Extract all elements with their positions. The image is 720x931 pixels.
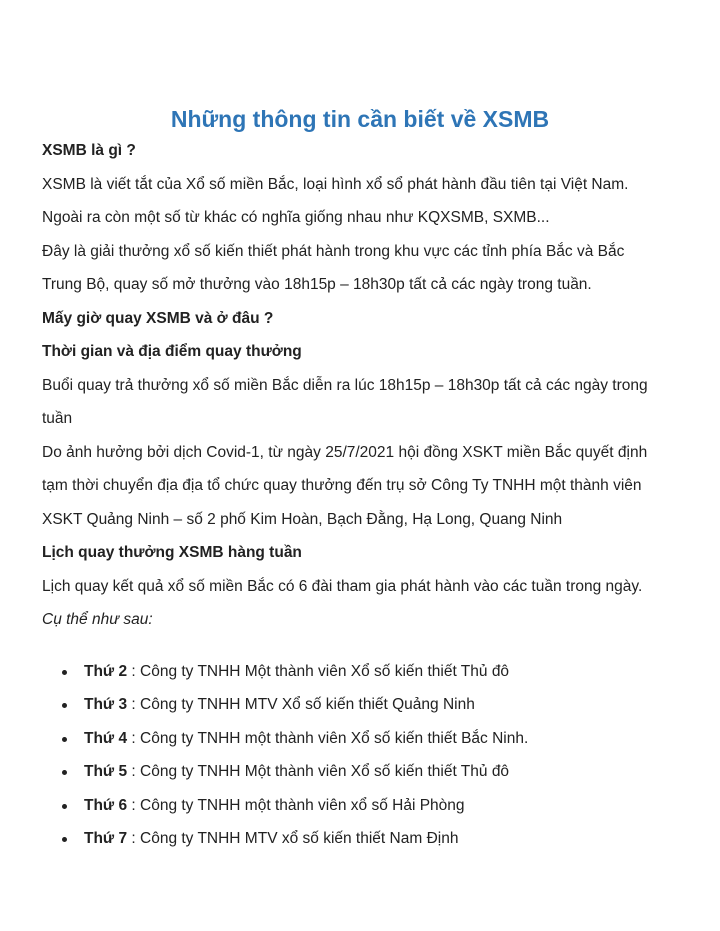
paragraph-draw-time-line-2: tuần: [42, 410, 73, 427]
bullet-icon: [62, 703, 67, 708]
schedule-day: Thứ 6: [84, 796, 128, 814]
schedule-company: : Công ty TNHH một thành viên Xổ số kiến thiết Bắc Ninh.: [127, 729, 529, 747]
schedule-day: Thứ 4: [84, 729, 128, 747]
bullet-icon: [62, 770, 67, 775]
heading-what-is-xsmb: XSMB là gì ?: [42, 142, 136, 159]
paragraph-region-line-1: Đây là giải thưởng xổ số kiến thiết phát hành trong khu vực các tỉnh phía Bắc và Bắc: [42, 242, 625, 260]
paragraph-details-label: Cụ thể như sau:: [42, 611, 153, 628]
schedule-company: : Công ty TNHH Một thành viên Xổ số kiến thiết Thủ đô: [127, 763, 510, 780]
paragraph-covid-line-1: Do ảnh hưởng bởi dịch Covid-1, từ ngày 25/7/2021 hội đồng XSKT miền Bắc quyết định: [42, 443, 648, 461]
bullet-icon: [62, 804, 67, 809]
schedule-day: Thứ 7: [84, 830, 128, 847]
paragraph-schedule-intro: Lịch quay kết quả xổ số miền Bắc có 6 đài tham gia phát hành vào các tuần trong ngày.: [42, 577, 643, 595]
schedule-company: : Công ty TNHH Một thành viên Xổ số kiến thiết Thủ đô: [127, 662, 510, 680]
schedule-company: : Công ty TNHH MTV xổ số kiến thiết Nam Định: [127, 830, 459, 847]
paragraph-draw-time-line-1: Buổi quay trả thưởng xổ số miền Bắc diễn ra lúc 18h15p – 18h30p tất cả các ngày trong: [42, 376, 648, 394]
list-item: [42, 789, 692, 823]
schedule-company: : Công ty TNHH MTV Xổ số kiến thiết Quảng Ninh: [127, 696, 475, 713]
bullet-icon: [62, 837, 67, 842]
page-title: Những thông tin cần biết về XSMB: [170, 106, 550, 132]
heading-when-where: Mấy giờ quay XSMB và ở đâu ?: [42, 309, 274, 327]
schedule-day: Thứ 2: [84, 662, 128, 680]
paragraph-region-line-2: Trung Bộ, quay số mở thưởng vào 18h15p – 18h30p tất cả các ngày trong tuần.: [42, 276, 592, 293]
schedule-day: Thứ 5: [84, 763, 128, 780]
paragraph-covid-line-2: tạm thời chuyển địa địa tổ chức quay thưởng đến trụ sở Công Ty TNHH một thành viên: [42, 477, 642, 494]
list-item: [42, 755, 692, 789]
list-item: [42, 688, 692, 722]
paragraph-other-names: Ngoài ra còn một số từ khác có nghĩa giống nhau như KQXSMB, SXMB...: [42, 209, 550, 226]
paragraph-covid-line-3: XSKT Quảng Ninh – số 2 phố Kim Hoàn, Bạch Đằng, Hạ Long, Quang Ninh: [42, 510, 563, 528]
schedule-company: : Công ty TNHH một thành viên xổ số Hải Phòng: [127, 796, 465, 814]
paragraph-definition: XSMB là viết tắt của Xổ số miền Bắc, loại hình xổ sổ phát hành đầu tiên tại Việt Nam.: [42, 175, 629, 193]
bullet-icon: [62, 670, 67, 675]
schedule-day: Thứ 3: [84, 696, 128, 713]
list-item: [42, 722, 692, 756]
schedule-list: [42, 655, 692, 856]
document-body: [42, 134, 692, 856]
bullet-icon: [62, 737, 67, 742]
list-item: [42, 655, 692, 689]
heading-weekly-schedule: Lịch quay thưởng XSMB hàng tuần: [42, 544, 302, 561]
list-item: [42, 822, 692, 856]
heading-time-place: Thời gian và địa điểm quay thưởng: [42, 343, 302, 360]
